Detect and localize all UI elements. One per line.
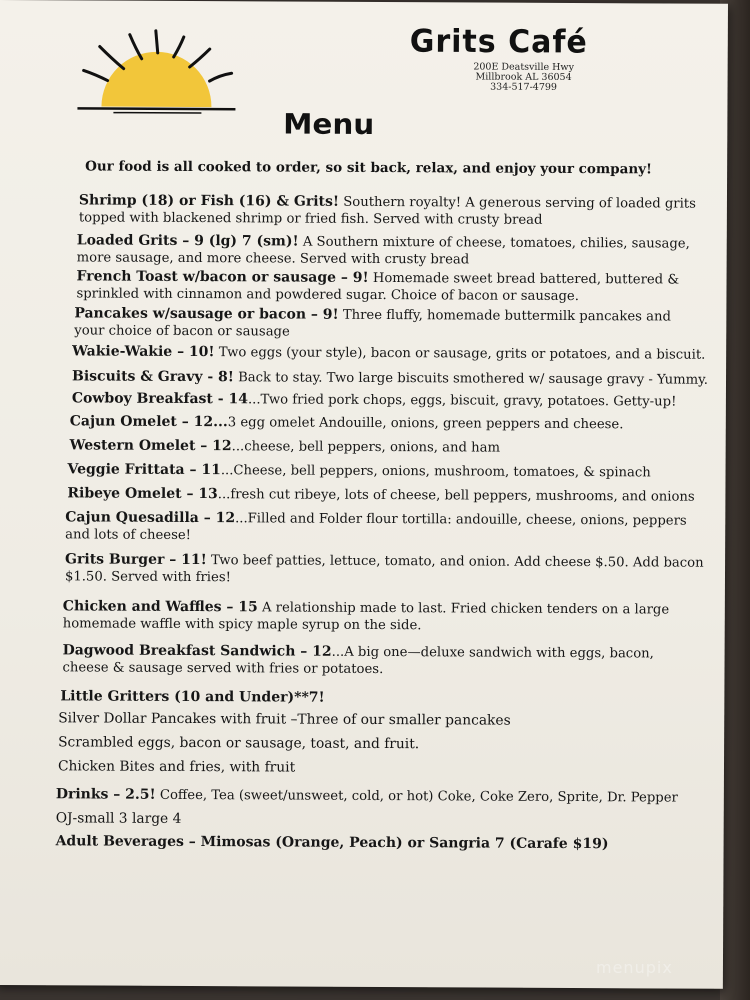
- kids-item: Chicken Bites and fries, with fruit: [57, 758, 296, 776]
- item-name: Western Omelet – 12: [69, 437, 232, 455]
- menu-item: [63, 598, 693, 635]
- cafe-name: Grits Café: [409, 23, 588, 61]
- drinks-item: [56, 786, 716, 806]
- menu-item: [74, 305, 690, 342]
- menu-item: [77, 232, 699, 269]
- item-name: Wakie-Wakie – 10!: [72, 343, 215, 361]
- menu-item: [67, 461, 707, 481]
- menu-item: [65, 509, 695, 546]
- item-name: Grits Burger – 11!: [65, 551, 207, 569]
- menu-item: [72, 368, 712, 388]
- address-line1: 200E Deatsville Hwy: [473, 61, 574, 74]
- watermark: menupix: [596, 958, 673, 977]
- item-desc: 3 egg omelet Andouille, onions, green peppers and cheese.: [227, 415, 624, 433]
- menu-item: [79, 192, 699, 229]
- sun-logo-icon: [71, 28, 241, 119]
- item-desc: ...Filled and Folder flour tortilla: andouille, cheese, onions, peppers and lots of cheese!: [65, 511, 687, 544]
- item-name: Ribeye Omelet – 13: [67, 485, 218, 503]
- tagline: Our food is all cooked to order, so sit back, relax, and enjoy your company!: [85, 158, 653, 178]
- address-line2: Millbrook AL 36054: [475, 71, 572, 83]
- item-name: Shrimp (18) or Fish (16) & Grits!: [78, 192, 340, 210]
- item-name: Biscuits & Gravy - 8!: [71, 368, 234, 386]
- cafe-address: [464, 62, 584, 93]
- menu-item: [76, 268, 698, 305]
- drinks-name: Drinks – 2.5!: [55, 786, 156, 803]
- kids-menu-heading: [60, 688, 660, 708]
- item-name: Veggie Frittata – 11: [67, 461, 221, 479]
- item-desc: Two eggs (your style), bacon or sausage, grits or potatoes, and a biscuit.: [214, 345, 706, 363]
- menu-item: [65, 551, 705, 588]
- menu-item: [67, 485, 707, 505]
- kids-heading-text: Little Gritters (10 and Under)**7!: [60, 688, 325, 706]
- item-name: Dagwood Breakfast Sandwich – 12: [62, 642, 332, 660]
- item-name: Cajun Quesadilla – 12: [65, 509, 236, 527]
- item-name: French Toast w/bacon or sausage – 9!: [76, 268, 369, 286]
- item-desc: Three fluffy, homemade buttermilk pancakes and your choice of bacon or sausage: [74, 307, 671, 340]
- item-name: Chicken and Waffles – 15: [62, 598, 258, 616]
- menu-item: [70, 413, 710, 433]
- item-desc: A relationship made to last. Fried chicken tenders on a large homemade waffle with spicy maple syrup on the side.: [62, 600, 670, 634]
- item-desc: ...Two fried pork chops, eggs, biscuit, gravy, potatoes. Getty-up!: [247, 392, 677, 410]
- item-desc: Two beef patties, lettuce, tomato, and onion. Add cheese $.50. Add bacon $1.50. Served with fries!: [64, 553, 704, 586]
- item-name: Cajun Omelet – 12...: [69, 413, 228, 431]
- menu-item: [72, 343, 712, 363]
- item-desc: ...Cheese, bell peppers, onions, mushroom, tomatoes, & spinach: [220, 463, 651, 481]
- item-desc: Back to stay. Two large biscuits smothered w/ sausage gravy - Yummy.: [233, 370, 709, 388]
- item-desc: Homemade sweet bread battered, buttered & sprinkled with cinnamon and powdered sugar. Choice of bacon or sausage.: [76, 270, 680, 305]
- oj-prices: OJ-small 3 large 4: [55, 810, 182, 827]
- kids-item: Scrambled eggs, bacon or sausage, toast, and fruit.: [58, 734, 420, 753]
- adult-beverages: [56, 833, 716, 853]
- menu-item: [70, 437, 710, 457]
- item-desc: ...fresh cut ribeye, lots of cheese, bell peppers, mushrooms, and onions: [217, 487, 695, 505]
- item-name: Cowboy Breakfast - 14: [71, 390, 249, 408]
- item-desc: ...A big one—deluxe sandwich with eggs, bacon, cheese & sausage served with fries or potatoes.: [62, 644, 654, 678]
- drinks-desc: Coffee, Tea (sweet/unsweet, cold, or hot) Coke, Coke Zero, Sprite, Dr. Pepper: [155, 787, 678, 806]
- item-name: Loaded Grits – 9 (lg) 7 (sm)!: [76, 232, 299, 250]
- phone-number: 334-517-4799: [490, 81, 558, 93]
- item-name: Pancakes w/sausage or bacon – 9!: [74, 305, 339, 323]
- item-desc: A Southern mixture of cheese, tomatoes, chilies, sausage, more sausage, and more cheese. Served with crusty bread: [76, 234, 690, 268]
- menu-item: [62, 642, 702, 679]
- item-desc: ...cheese, bell peppers, onions, and ham: [231, 439, 501, 456]
- menu-title: Menu: [283, 107, 375, 141]
- adult-beverages-text: Adult Beverages – Mimosas (Orange, Peach) or Sangria 7 (Carafe $19): [55, 833, 609, 853]
- menu-item: [72, 390, 712, 410]
- kids-item: Silver Dollar Pancakes with fruit –Three of our smaller pancakes: [58, 710, 511, 729]
- item-desc: Southern royalty! A generous serving of loaded grits topped with blackened shrimp or fried fish. Served with crusty bread: [78, 194, 696, 228]
